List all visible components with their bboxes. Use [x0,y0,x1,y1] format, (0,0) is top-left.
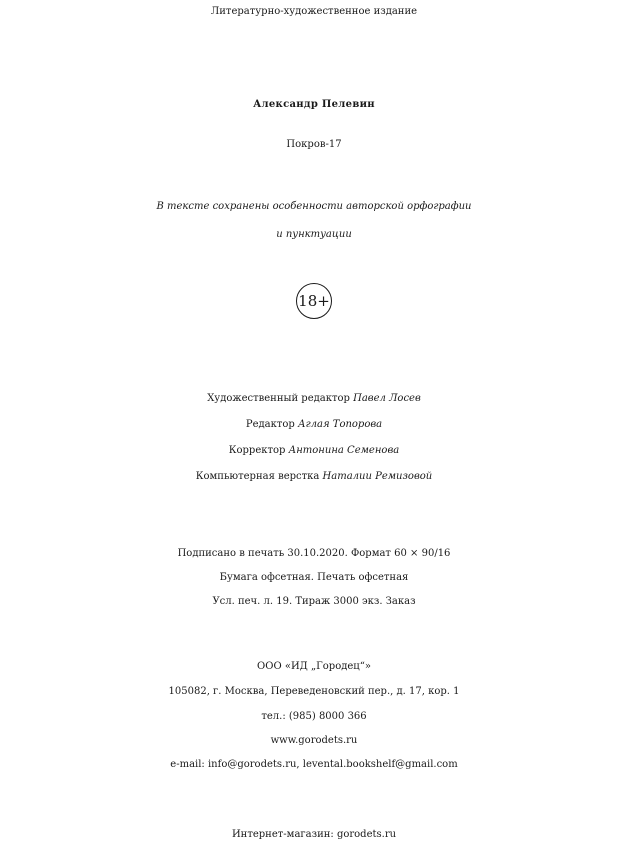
author-name: Александр Пелевин [253,99,375,110]
credit-role: Корректор [228,445,289,456]
credit-role: Компьютерная верстка [195,471,323,482]
age-rating-wrap [0,283,628,319]
credit-person: Аглая Топорова [298,419,383,430]
spelling-note-line-2: и пунктуации [276,229,352,240]
publisher-website: www.gorodets.ru [270,735,358,746]
credit-role: Художественный редактор [207,393,354,404]
print-info-line: Усл. печ. л. 19. Тираж 3000 экз. Заказ [212,596,416,607]
publisher-address: 105082, г. Москва, Переведеновский пер., д. 17, кор. 1 [168,686,460,697]
publisher-email: e-mail: info@gorodets.ru, levental.bookshelf@gmail.com [170,759,458,770]
book-title: Покров-17 [286,139,342,150]
credit-line [0,445,628,456]
print-info-line: Бумага офсетная. Печать офсетная [219,572,409,583]
credit-line [0,419,628,430]
edition-type: Литературно-художественное издание [210,6,418,17]
credit-person: Наталии Ремизовой [322,471,433,482]
credit-person: Павел Лосев [353,393,421,404]
age-rating-badge: 18+ [296,283,332,319]
credit-line [0,471,628,482]
credit-person: Антонина Семенова [288,445,400,456]
online-shop: Интернет-магазин: gorodets.ru [231,829,397,840]
credit-role: Редактор [245,419,299,430]
spelling-note-line-1: В тексте сохранены особенности авторской орфографии [156,201,472,212]
credit-line [0,393,628,404]
publisher-name: ООО «ИД „Городец“» [257,661,371,672]
publisher-phone: тел.: (985) 8000 366 [261,711,367,722]
print-info-line: Подписано в печать 30.10.2020. Формат 60 × 90/16 [177,548,451,559]
